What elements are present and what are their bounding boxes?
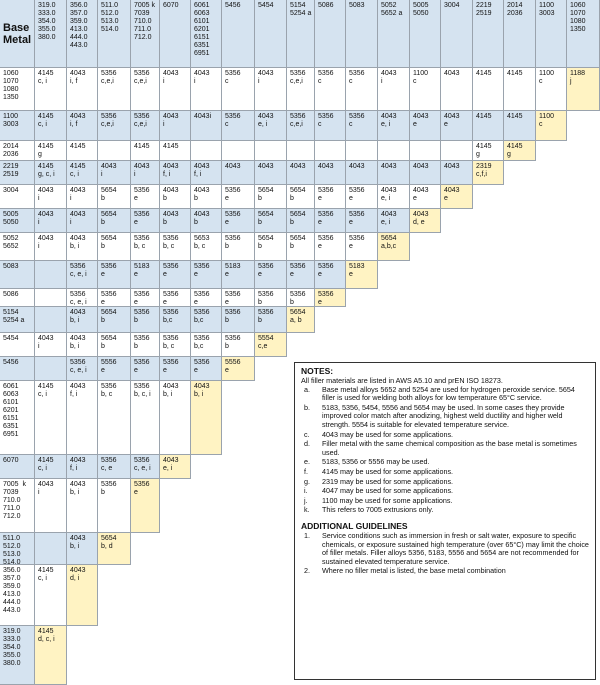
table-cell: 4043 e [410, 185, 441, 209]
row-header: 2219 2519 [0, 161, 35, 185]
table-cell: 4043 b, i [67, 307, 98, 333]
table-cell: 5356 e [222, 209, 255, 233]
note-key: i. [304, 486, 308, 496]
table-cell: 4145 g, c, i [35, 161, 67, 185]
table-cell: 5356 c,e,i [287, 68, 315, 111]
diagonal-cell: 5556 e [222, 357, 255, 381]
table-cell: 1100 c [410, 68, 441, 111]
note-key: b. [304, 402, 310, 412]
table-cell: 5356 e [131, 289, 160, 307]
table-cell: 4043 i [67, 209, 98, 233]
note-text: 1100 may be used for some applications. [322, 495, 453, 505]
table-cell: 5356 e [160, 261, 191, 289]
table-cell: 4145 c, i [35, 68, 67, 111]
table-cell: 4043 e [410, 111, 441, 141]
table-cell: 4145 [473, 111, 504, 141]
table-cell: 5654 b [98, 185, 131, 209]
note-item [301, 458, 590, 467]
table-cell [35, 357, 67, 381]
table-cell: 5356 b [287, 289, 315, 307]
note-key: d. [304, 439, 310, 449]
table-cell: 5356 e [315, 209, 346, 233]
notes-panel [294, 362, 596, 680]
table-cell: 4043 b, i [67, 533, 98, 565]
table-cell: 5654 b [287, 209, 315, 233]
table-cell: 5356 b,c [191, 307, 222, 333]
table-cell: 5356 c,e,i [131, 68, 160, 111]
table-cell: 5654 b [98, 233, 131, 261]
table-cell: 5654 b [255, 185, 287, 209]
table-cell: 4145 g [473, 141, 504, 161]
row-header: 7005 k 7039 710.0 711.0 712.0 [0, 479, 35, 533]
table-cell: 5356 e [160, 357, 191, 381]
diagonal-cell: 5654 b, d [98, 533, 131, 565]
diagonal-cell: 4145 d, c, i [35, 626, 67, 685]
column-header: 6061 6063 6101 6201 6151 6351 6951 [191, 0, 222, 68]
note-text: Filler metal with the same chemical composition as the base metal is sometimes used. [322, 439, 577, 457]
column-header: 6070 [160, 0, 191, 68]
notes-intro: All filler materials are listed in AWS A5.10 and prEN ISO 18273. [301, 376, 503, 385]
column-header: 5456 [222, 0, 255, 68]
table-cell: 5183 e [131, 261, 160, 289]
table-cell: 4145 g [35, 141, 67, 161]
column-header: 356.0 357.0 359.0 413.0 444.0 443.0 [67, 0, 98, 68]
column-header: 5154 5254 a [287, 0, 315, 68]
table-cell: 4043 i [35, 209, 67, 233]
guidelines-list [301, 532, 590, 576]
table-cell: 5356 c [222, 111, 255, 141]
column-header: 5005 5050 [410, 0, 441, 68]
table-cell [35, 533, 67, 565]
note-item [301, 468, 590, 477]
note-text: 5183, 5356, 5454, 5556 and 5654 may be used. In some cases they provide improved color match after anodizing, highest weld ductility and higher weld strength. 5554 is suitable for elevated temperature service. [322, 402, 565, 429]
table-cell: 5654 b [98, 307, 131, 333]
diagonal-cell: 4145 g [504, 141, 536, 161]
table-cell: 5356 e [346, 209, 378, 233]
table-cell: 5654 b [98, 209, 131, 233]
table-cell: 5356 c,e,i [98, 111, 131, 141]
table-cell [191, 141, 222, 161]
table-cell: 5356 e [131, 209, 160, 233]
diagonal-cell: 1100 c [536, 111, 567, 141]
table-cell: 4145 c, i [35, 381, 67, 455]
table-cell: 5654 b [287, 185, 315, 209]
table-cell: 4043 i, f [67, 68, 98, 111]
table-cell: 5356 c,e,i [131, 111, 160, 141]
table-cell: 5356 e [160, 289, 191, 307]
diagonal-cell: 5356 e [315, 289, 346, 307]
note-text: Where no filler metal is listed, the base metal combination [322, 566, 506, 576]
table-cell: 4043 [441, 161, 473, 185]
column-header: 2219 2519 [473, 0, 504, 68]
table-cell [35, 307, 67, 333]
column-header: 5052 5652 a [378, 0, 410, 68]
table-cell: 4043 e, i [378, 185, 410, 209]
table-cell: 5654 b [287, 233, 315, 261]
table-cell: 5356 e [98, 289, 131, 307]
table-cell: 4043 f, i [160, 161, 191, 185]
table-cell: 5183 e [222, 261, 255, 289]
table-cell: 4043 b [160, 209, 191, 233]
notes-list [301, 386, 590, 515]
table-cell: 4043 i [255, 68, 287, 111]
note-item [301, 431, 590, 440]
table-cell: 5356 b, c, i [131, 381, 160, 455]
table-cell [346, 141, 378, 161]
table-cell: 5356 b [255, 289, 287, 307]
table-cell: 4043 b, i [160, 381, 191, 455]
table-cell: 4043 i [35, 479, 67, 533]
table-cell: 5356 e [222, 185, 255, 209]
row-header: 3004 [0, 185, 35, 209]
diagonal-cell: 4043 d, i [67, 565, 98, 626]
table-cell: 4043 b [160, 185, 191, 209]
table-cell: 4043 i [160, 68, 191, 111]
table-cell: 5356 c, e, i [131, 455, 160, 479]
table-cell: 4043 b [191, 185, 222, 209]
table-cell: 4043 i [35, 185, 67, 209]
table-cell: 5356 e [346, 233, 378, 261]
table-cell: 4043 [255, 161, 287, 185]
table-cell: 4043i [191, 111, 222, 141]
base-metal-header: Base Metal [0, 0, 35, 68]
table-cell: 5356 e [191, 261, 222, 289]
column-header: 2014 2036 [504, 0, 536, 68]
table-cell: 5356 e [255, 261, 287, 289]
row-header: 511.0 512.0 513.0 514.0 [0, 533, 35, 565]
note-text: 5183, 5356 or 5556 may be used. [322, 457, 430, 467]
table-cell: 5356 b, c [160, 333, 191, 357]
table-cell: 5356 c [315, 68, 346, 111]
table-cell: 5356 b [255, 307, 287, 333]
row-header: 6070 [0, 455, 35, 479]
table-cell: 5356 e [315, 261, 346, 289]
table-cell: 4145 [67, 141, 98, 161]
table-cell: 5356 b [131, 333, 160, 357]
diagonal-cell: 5356 e [131, 479, 160, 533]
table-cell: 5356 b,c [160, 307, 191, 333]
table-cell: 4043 e, i [378, 111, 410, 141]
table-cell: 5356 e [315, 233, 346, 261]
column-header: 1100 3003 [536, 0, 567, 68]
table-cell: 5356 c [346, 111, 378, 141]
note-key: g. [304, 476, 310, 486]
table-cell: 5356 c, e, i [67, 261, 98, 289]
diagonal-cell: 5654 a,b,c [378, 233, 410, 261]
row-header: 5456 [0, 357, 35, 381]
table-cell: 5356 e [222, 289, 255, 307]
table-cell: 4043 b, i [67, 479, 98, 533]
note-text: Base metal alloys 5652 and 5254 are used for hydrogen peroxide service. 5654 filler is used for welding both alloys for low temperature 65°C service. [322, 384, 575, 403]
note-key: e. [304, 457, 310, 467]
table-cell: 5356 c, e [98, 455, 131, 479]
table-cell: 4043 e, i [378, 209, 410, 233]
table-cell: 5356 b [222, 333, 255, 357]
table-cell: 5356 b, c [98, 381, 131, 455]
table-cell: 4043 i [191, 68, 222, 111]
table-cell: 5356 c,e,i [287, 111, 315, 141]
table-cell: 4043 i [131, 161, 160, 185]
table-cell: 4043 [315, 161, 346, 185]
column-header: 7005 k 7039 710.0 711.0 712.0 [131, 0, 160, 68]
note-key: c. [304, 429, 310, 439]
table-cell: 4043 [346, 161, 378, 185]
table-cell: 5356 c [222, 68, 255, 111]
table-cell: 4043 [287, 161, 315, 185]
table-cell: 5356 e [131, 185, 160, 209]
table-cell: 5356 e [191, 289, 222, 307]
table-cell: 4043 [410, 161, 441, 185]
table-cell: 4043 [378, 161, 410, 185]
table-cell: 5356 b,c [191, 333, 222, 357]
table-cell: 4043 b, i [67, 333, 98, 357]
table-cell [315, 141, 346, 161]
note-item [301, 497, 590, 506]
note-item [301, 487, 590, 496]
table-cell: 4043 i [160, 111, 191, 141]
notes-title: NOTES: [301, 366, 334, 376]
table-cell: 4145 c, i [35, 455, 67, 479]
table-cell: 4043 [222, 161, 255, 185]
table-cell: 4043 i, f [67, 111, 98, 141]
table-cell [441, 141, 473, 161]
diagonal-cell: 1188 j [567, 68, 600, 111]
guidelines-title: ADDITIONAL GUIDELINES [301, 520, 408, 531]
table-cell: 4145 c, i [35, 565, 67, 626]
diagonal-cell: 4043 d, e [410, 209, 441, 233]
row-header: 2014 2036 [0, 141, 35, 161]
note-text: 4043 may be used for some applications. [322, 429, 454, 439]
row-header: 5052 5652 [0, 233, 35, 261]
row-header: 5454 [0, 333, 35, 357]
table-cell: 4043 f, i [67, 455, 98, 479]
table-cell: 5654 b [98, 333, 131, 357]
table-cell: 4043 e [441, 111, 473, 141]
row-header: 1100 3003 [0, 111, 35, 141]
column-header: 5086 [315, 0, 346, 68]
note-item [301, 478, 590, 487]
table-cell [35, 261, 67, 289]
note-item [301, 440, 590, 457]
table-cell: 5356 e [191, 357, 222, 381]
table-cell: 4043 i [67, 185, 98, 209]
table-cell: 4043 f, i [67, 381, 98, 455]
diagonal-cell: 5654 a, b [287, 307, 315, 333]
table-cell: 4043 e, i [255, 111, 287, 141]
table-cell: 5356 b, c [131, 233, 160, 261]
row-header: 5154 5254 a [0, 307, 35, 333]
table-cell: 5356 c, e, i [67, 289, 98, 307]
note-item [301, 386, 590, 403]
note-key: a. [304, 384, 310, 394]
note-key: 1. [304, 530, 310, 540]
table-cell: 4145 [504, 111, 536, 141]
table-cell: 4043 i [98, 161, 131, 185]
row-header: 6061 6063 6101 6201 6151 6351 6951 [0, 381, 35, 455]
row-header: 1060 1070 1080 1350 [0, 68, 35, 111]
note-key: k. [304, 505, 310, 515]
table-cell: 5356 b [98, 479, 131, 533]
table-cell [222, 141, 255, 161]
table-cell: 4145 [160, 141, 191, 161]
table-cell: 5654 b [255, 233, 287, 261]
row-header: 319.0 333.0 354.0 355.0 380.0 [0, 626, 35, 685]
note-key: f. [304, 466, 308, 476]
table-cell: 4145 c, i [35, 111, 67, 141]
table-cell: 5356 e [287, 261, 315, 289]
table-cell: 4043 [441, 68, 473, 111]
table-cell: 5356 c,e,i [98, 68, 131, 111]
table-cell: 5356 c, e, i [67, 357, 98, 381]
table-cell [410, 141, 441, 161]
table-cell: 4145 [131, 141, 160, 161]
diagonal-cell: 4043 b, i [191, 381, 222, 455]
table-cell: 4145 [504, 68, 536, 111]
note-item [301, 404, 590, 430]
column-header: 3004 [441, 0, 473, 68]
table-cell: 4043 i [378, 68, 410, 111]
table-cell: 4043 i [35, 233, 67, 261]
column-header: 511.0 512.0 513.0 514.0 [98, 0, 131, 68]
table-cell: 5356 c [315, 111, 346, 141]
table-cell: 1100 c [536, 68, 567, 111]
note-key: j. [304, 495, 308, 505]
table-cell [35, 289, 67, 307]
table-cell: 4043 f, i [191, 161, 222, 185]
column-header: 319.0 333.0 354.0 355.0 380.0 [35, 0, 67, 68]
note-text: This refers to 7005 extrusions only. [322, 505, 434, 515]
row-header: 5005 5050 [0, 209, 35, 233]
note-item [301, 506, 590, 515]
table-cell: 4145 c, i [67, 161, 98, 185]
diagonal-cell: 4043 e [441, 185, 473, 209]
note-text: 4145 may be used for some applications. [322, 466, 454, 476]
table-cell [255, 141, 287, 161]
table-cell: 4043 b, i [67, 233, 98, 261]
diagonal-cell: 4043 e, i [160, 455, 191, 479]
table-cell: 5356 e [315, 185, 346, 209]
table-cell: 5356 b [222, 307, 255, 333]
table-cell: 5356 b [222, 233, 255, 261]
table-cell: 5356 e [131, 357, 160, 381]
table-cell: 5653 b, c [191, 233, 222, 261]
column-header: 5454 [255, 0, 287, 68]
diagonal-cell: 5183 e [346, 261, 378, 289]
row-header: 356.0 357.0 359.0 413.0 444.0 443.0 [0, 565, 35, 626]
table-cell: 5356 e [346, 185, 378, 209]
column-header: 1060 1070 1080 1350 [567, 0, 600, 68]
note-text: 4047 may be used for some applications. [322, 486, 454, 496]
column-header: 5083 [346, 0, 378, 68]
table-cell: 4043 i [35, 333, 67, 357]
table-cell: 5556 e [98, 357, 131, 381]
table-cell: 5356 c [346, 68, 378, 111]
note-text: Service conditions such as immersion in fresh or salt water, exposure to specific chemicals, or exposure sustained high temperature (over 65°C) may limit the choice of filler metals. Filler alloys 5356, 5183, 5556 and 5654 are not recommended for sustained elevated temperature service. [322, 530, 589, 566]
table-cell: 5654 b [255, 209, 287, 233]
diagonal-cell: 2319 c,f,i [473, 161, 504, 185]
table-cell: 5356 e [98, 261, 131, 289]
row-header: 5083 [0, 261, 35, 289]
table-cell: 4145 [473, 68, 504, 111]
table-cell [287, 141, 315, 161]
note-item [301, 532, 590, 566]
table-cell: 5356 b [131, 307, 160, 333]
diagonal-cell: 5554 c,e [255, 333, 287, 357]
note-key: 2. [304, 566, 310, 576]
table-cell [378, 141, 410, 161]
table-cell: 4043 b [191, 209, 222, 233]
row-header: 5086 [0, 289, 35, 307]
table-cell [98, 141, 131, 161]
note-text: 2319 may be used for some applications. [322, 476, 454, 486]
note-item [301, 567, 590, 576]
table-cell: 5356 b, c [160, 233, 191, 261]
